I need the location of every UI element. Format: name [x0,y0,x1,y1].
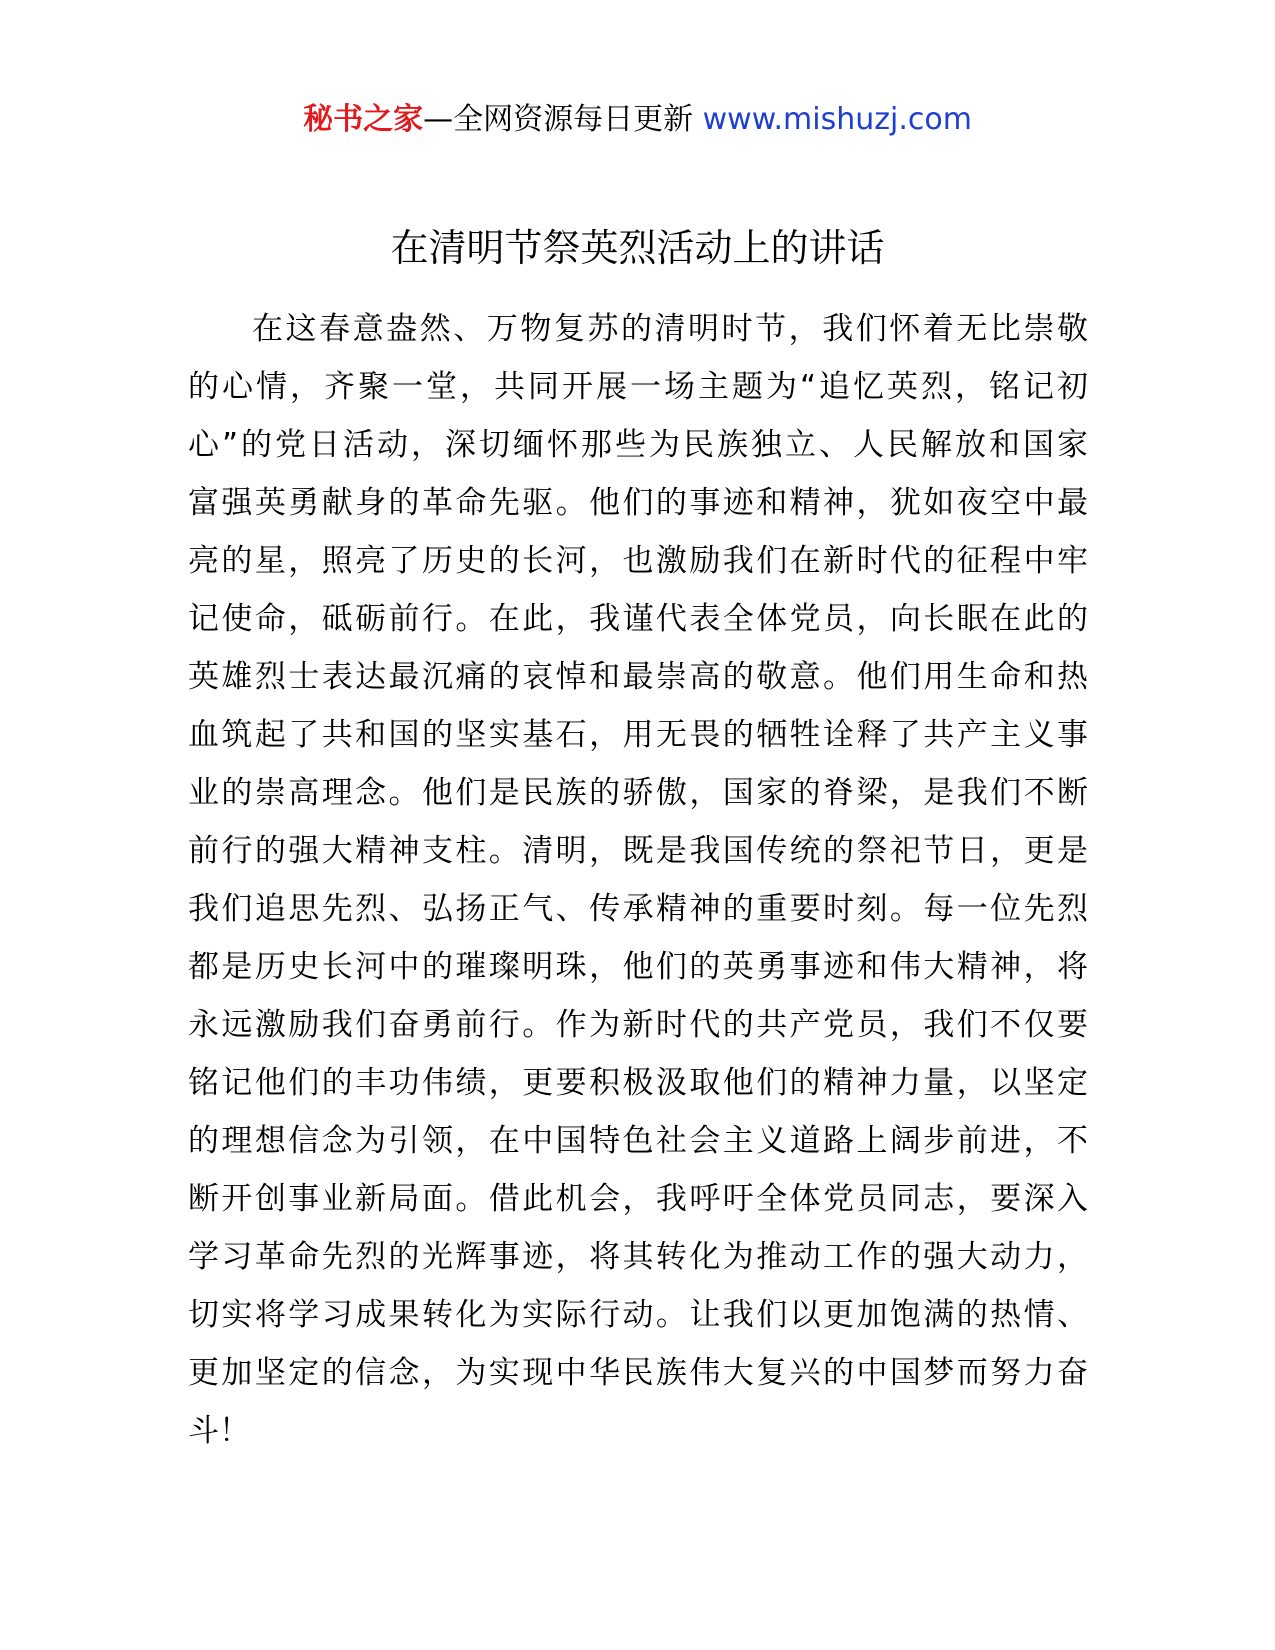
paragraph-line: 血筑起了共和国的坚实基石，用无畏的牺牲诠释了共产主义事 [188,717,1088,753]
paragraph-line: 记使命，砥砺前行。在此，我谨代表全体党员，向长眠在此的 [188,601,1088,637]
header-tagline: —全网资源每日更新 [423,102,694,137]
page-header [0,100,1275,140]
paragraph-line: 断开创事业新局面。借此机会，我呼吁全体党员同志，要深入 [188,1181,1088,1217]
paragraph-line: 亮的星，照亮了历史的长河，也激励我们在新时代的征程中牢 [188,543,1088,579]
paragraph-line: 前行的强大精神支柱。清明，既是我国传统的祭祀节日，更是 [188,833,1088,869]
paragraph-line: 切实将学习成果转化为实际行动。让我们以更加饱满的热情、 [188,1297,1088,1333]
paragraph-line: 更加坚定的信念，为实现中华民族伟大复兴的中国梦而努力奋 [188,1355,1088,1391]
paragraph-line: 斗！ [188,1413,250,1449]
paragraph-line: 富强英勇献身的革命先驱。他们的事迹和精神，犹如夜空中最 [188,485,1088,521]
paragraph-line: 铭记他们的丰功伟绩，更要积极汲取他们的精神力量，以坚定 [188,1065,1088,1101]
brand-name: 秘书之家 [303,102,424,137]
paragraph-line: 心”的党日活动，深切缅怀那些为民族独立、人民解放和国家 [188,427,1088,463]
paragraph-line: 我们追思先烈、弘扬正气、传承精神的重要时刻。每一位先烈 [188,891,1088,927]
speech-body [188,300,1088,1460]
paragraph-line: 英雄烈士表达最沉痛的哀悼和最崇高的敬意。他们用生命和热 [188,659,1088,695]
paragraph-line: 学习革命先烈的光辉事迹，将其转化为推动工作的强大动力， [188,1239,1088,1275]
paragraph-line: 的心情，齐聚一堂，共同开展一场主题为“追忆英烈，铭记初 [188,369,1088,405]
paragraph-line: 的理想信念为引领，在中国特色社会主义道路上阔步前进，不 [188,1123,1088,1159]
document-title: 在清明节祭英烈活动上的讲话 [390,226,885,270]
website-url[interactable]: www.mishuzj.com [702,102,972,137]
paragraph-line: 业的崇高理念。他们是民族的骄傲，国家的脊梁，是我们不断 [188,775,1088,811]
paragraph-line: 都是历史长河中的璀璨明珠，他们的英勇事迹和伟大精神，将 [188,949,1088,985]
paragraph-line: 永远激励我们奋勇前行。作为新时代的共产党员，我们不仅要 [188,1007,1088,1043]
paragraph-line: 在这春意盎然、万物复苏的清明时节，我们怀着无比崇敬 [252,311,1088,347]
